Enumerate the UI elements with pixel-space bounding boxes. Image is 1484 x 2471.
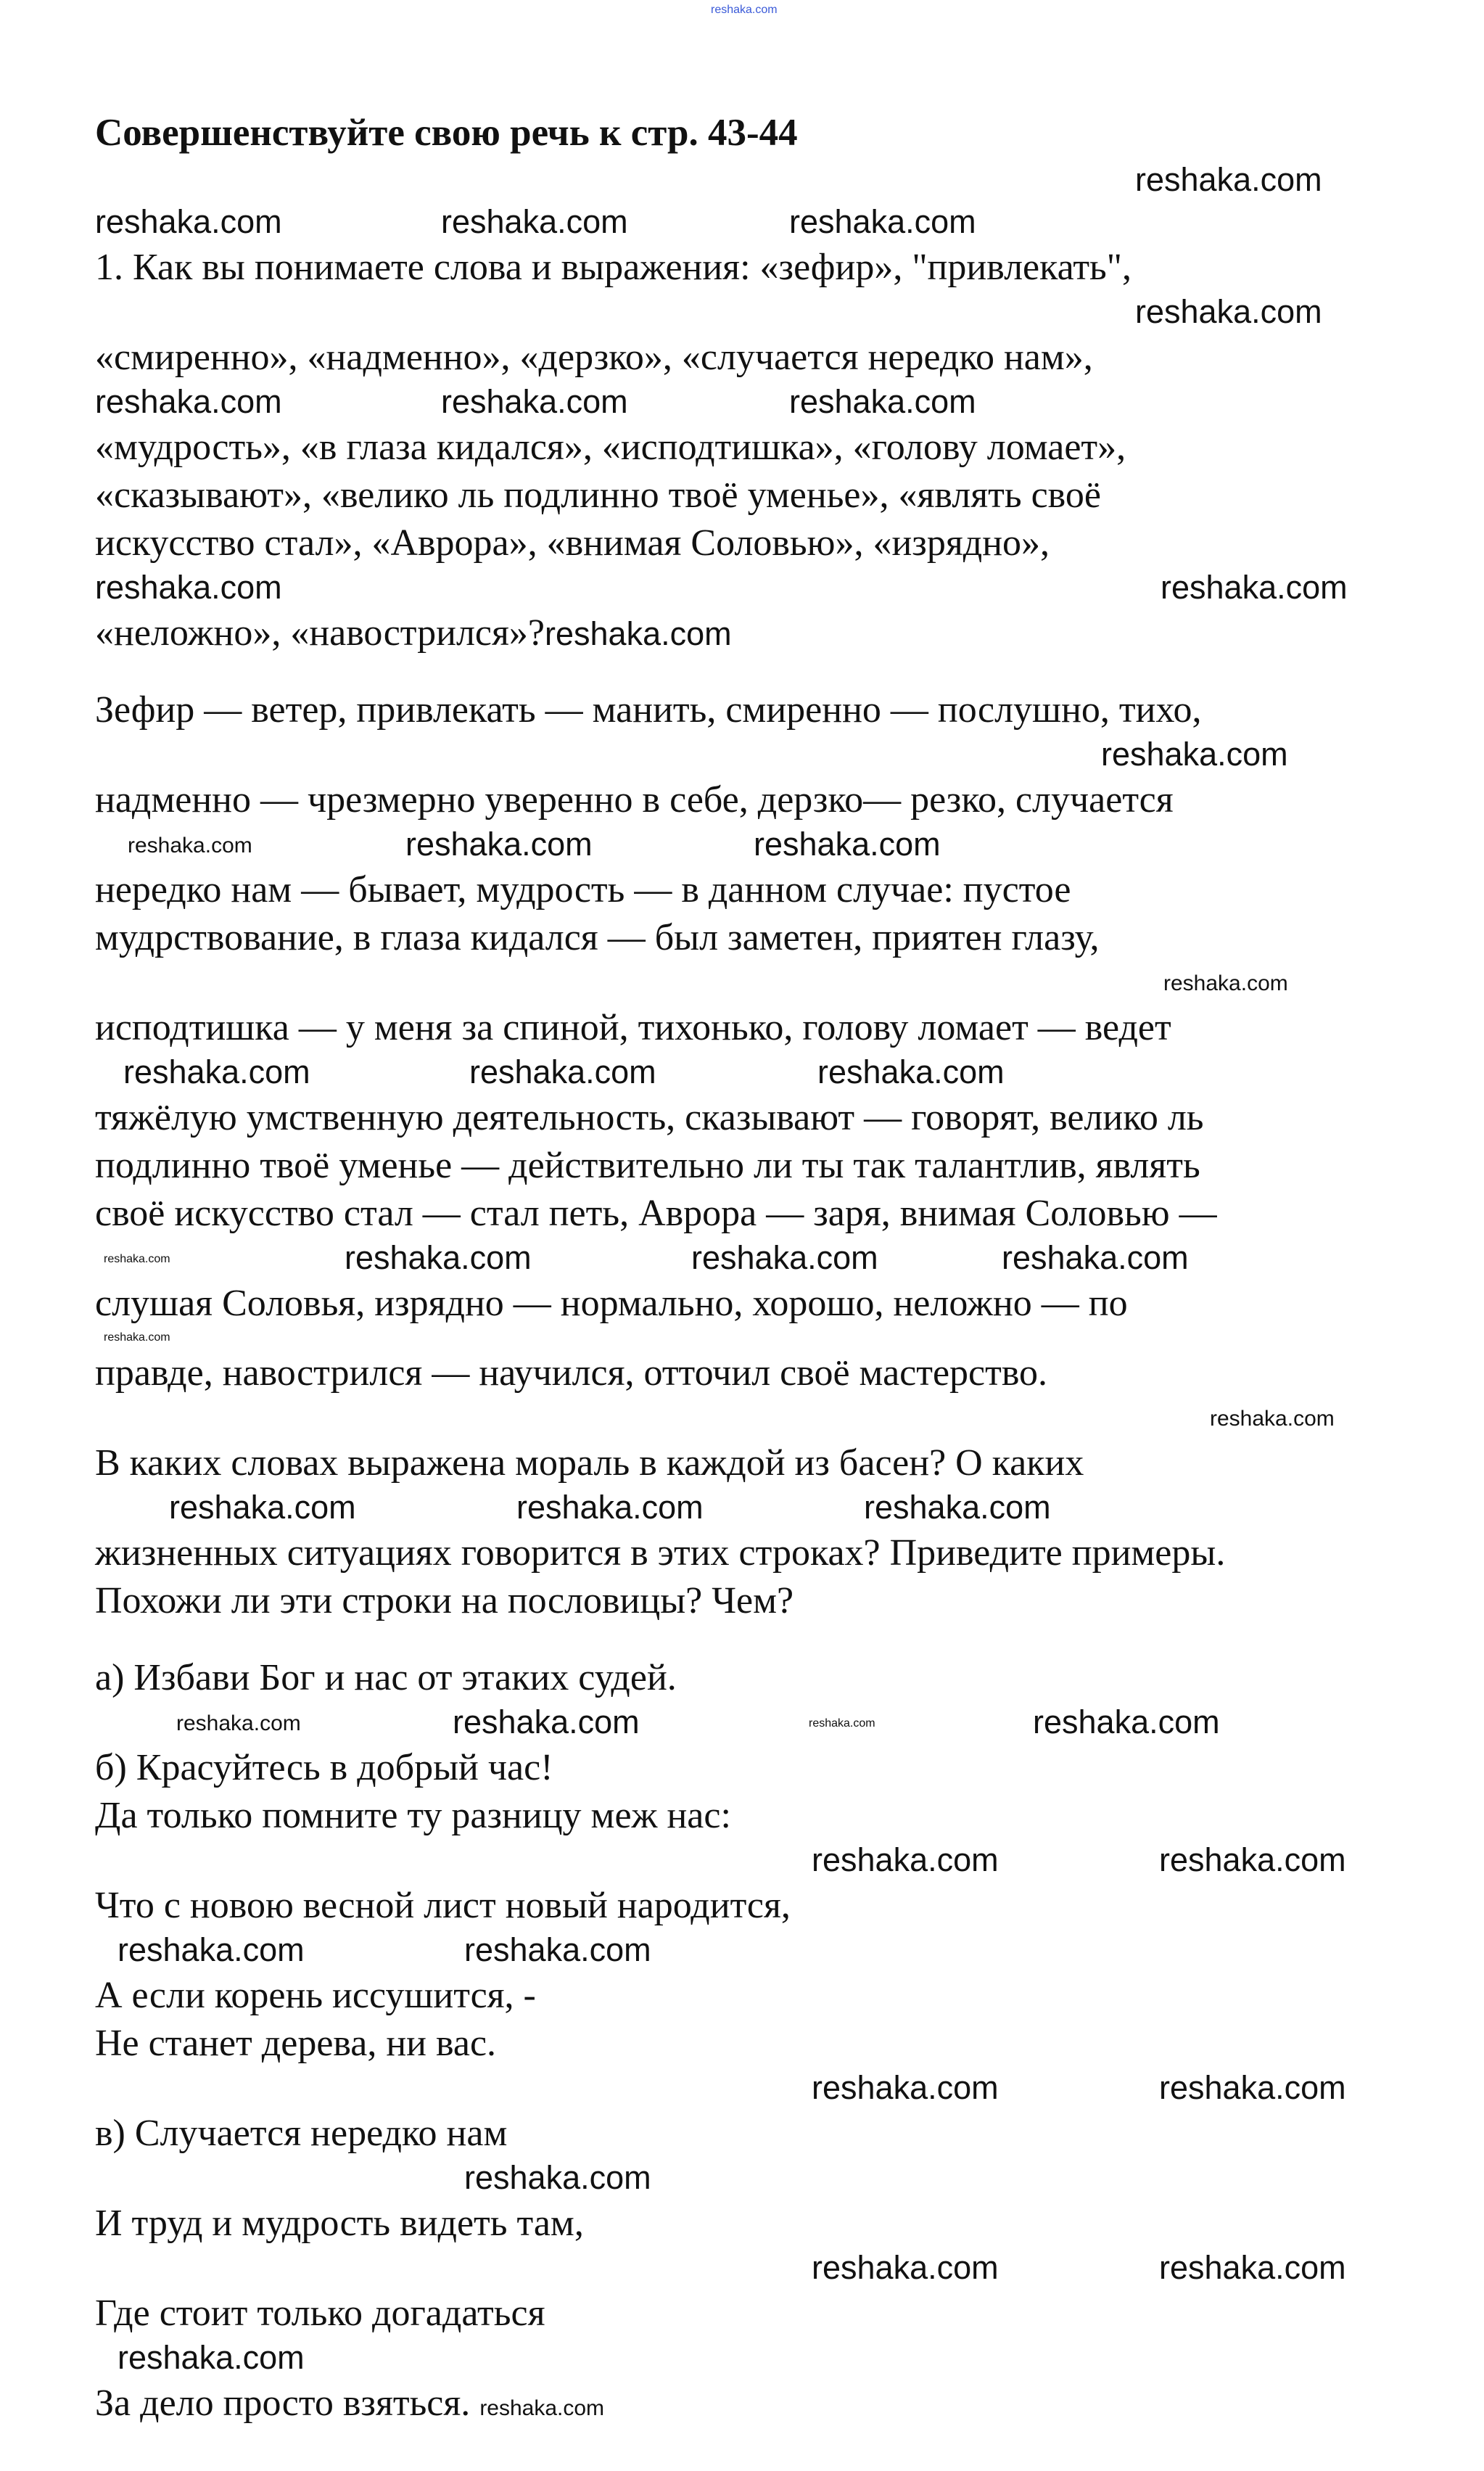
answer-line: правде, навострился — научился, отточил своё мастерство. — [95, 1352, 1048, 1394]
poem-line: Где стоит только догадаться — [95, 2293, 545, 2334]
poem-line: а) Избави Бог и нас от этаких судей. — [95, 1657, 677, 1698]
watermark: reshaka.com — [812, 2249, 999, 2286]
watermark: reshaka.com — [789, 203, 976, 240]
answer-line: тяжёлую умственную деятельность, сказывают — говорят, велико ль — [95, 1097, 1204, 1138]
watermark: reshaka.com — [453, 1703, 640, 1740]
answer-line: мудрствование, в глаза кидался — был заметен, приятен глазу, — [95, 917, 1100, 958]
watermark: reshaka.com — [405, 826, 593, 863]
watermark-row — [0, 1840, 1484, 1882]
watermark: reshaka.com — [479, 2396, 605, 2420]
poem-line: И труд и мудрость видеть там, — [95, 2203, 584, 2244]
watermark: reshaka.com — [711, 4, 778, 16]
watermark-row — [0, 2068, 1484, 2110]
poem-line: б) Красуйтесь в добрый час! — [95, 1747, 553, 1788]
question-line: жизненных ситуациях говорится в этих строках? Приведите примеры. — [95, 1532, 1226, 1574]
poem-line: Что с новою весной лист новый народится, — [95, 1885, 791, 1926]
watermark: reshaka.com — [1159, 2069, 1346, 2106]
answer-line: своё искусство стал — стал петь, Аврора — заря, внимая Соловью — — [95, 1193, 1217, 1234]
page-title: Совершенствуйте свою речь к стр. 43-44 — [95, 112, 798, 154]
question-line: Похожи ли эти строки на пословицы? Чем? — [95, 1580, 794, 1621]
watermark: reshaka.com — [118, 1931, 305, 1968]
watermark-row — [0, 1702, 1484, 1744]
question-line: «сказывают», «велико ль подлинно твоё уменье», «являть своё — [95, 474, 1101, 516]
watermark-row — [0, 160, 1484, 202]
watermark-row — [0, 1487, 1484, 1529]
question-line: «смиренно», «надменно», «дерзко», «случается нередко нам», — [95, 337, 1093, 378]
watermark: reshaka.com — [789, 383, 976, 420]
watermark: reshaka.com — [104, 1253, 170, 1265]
watermark-row — [0, 567, 1484, 609]
answer-line: надменно — чрезмерно уверенно в себе, дерзко— резко, случается — [95, 779, 1174, 821]
watermark: reshaka.com — [864, 1489, 1051, 1526]
watermark: reshaka.com — [1163, 971, 1288, 995]
question-line: искусство стал», «Аврора», «внимая Соловью», «изрядно», — [95, 522, 1050, 564]
watermark: reshaka.com — [464, 1931, 651, 1968]
watermark: reshaka.com — [516, 1489, 704, 1526]
watermark: reshaka.com — [95, 383, 282, 420]
watermark: reshaka.com — [812, 1841, 999, 1878]
watermark-row — [0, 2338, 1484, 2380]
watermark: reshaka.com — [169, 1489, 356, 1526]
poem-line: в) Случается нередко нам — [95, 2113, 508, 2154]
watermark: reshaka.com — [345, 1239, 532, 1276]
question-line — [0, 609, 1484, 657]
watermark-row — [0, 2248, 1484, 2290]
watermark-row — [0, 202, 1484, 244]
watermark-row — [0, 1238, 1484, 1280]
poem-text: За дело просто взяться. — [95, 2382, 471, 2424]
watermark: reshaka.com — [812, 2069, 999, 2106]
watermark: reshaka.com — [123, 1053, 310, 1090]
watermark-row — [0, 824, 1484, 866]
watermark-row — [0, 962, 1484, 1004]
watermark: reshaka.com — [104, 1331, 170, 1344]
question-line: «мудрость», «в глаза кидался», «исподтишка», «голову ломает», — [95, 427, 1126, 468]
answer-line: подлинно твоё уменье — действительно ли ты так талантлив, являть — [95, 1145, 1200, 1186]
watermark: reshaka.com — [817, 1053, 1005, 1090]
watermark: reshaka.com — [176, 1711, 301, 1735]
answer-line: исподтишка — у меня за спиной, тихонько, голову ломает — ведет — [95, 1007, 1171, 1048]
watermark-row — [0, 1052, 1484, 1094]
watermark: reshaka.com — [95, 203, 282, 240]
poem-line: Не станет дерева, ни вас. — [95, 2023, 497, 2064]
watermark: reshaka.com — [1033, 1703, 1220, 1740]
question-line: В каких словах выражена мораль в каждой из басен? О каких — [95, 1442, 1084, 1484]
watermark: reshaka.com — [691, 1239, 878, 1276]
question-text: «неложно», «навострился»? — [95, 612, 545, 654]
poem-line — [0, 2380, 1484, 2427]
watermark: reshaka.com — [1002, 1239, 1189, 1276]
watermark-row — [0, 382, 1484, 424]
answer-line: нередко нам — бывает, мудрость — в данном случае: пустое — [95, 869, 1071, 910]
watermark: reshaka.com — [464, 2159, 651, 2196]
watermark: reshaka.com — [1159, 1841, 1346, 1878]
answer-line: Зефир — ветер, привлекать — манить, смиренно — послушно, тихо, — [95, 689, 1202, 731]
watermark: reshaka.com — [441, 383, 628, 420]
poem-line: Да только помните ту разницу меж нас: — [95, 1795, 731, 1836]
watermark: reshaka.com — [754, 826, 941, 863]
watermark-row — [0, 1930, 1484, 1972]
watermark: reshaka.com — [1135, 293, 1322, 330]
poem-line: А если корень иссушится, - — [95, 1975, 536, 2016]
watermark: reshaka.com — [1159, 2249, 1346, 2286]
watermark-row — [0, 734, 1484, 776]
watermark-row — [0, 292, 1484, 334]
watermark: reshaka.com — [95, 569, 282, 606]
watermark: reshaka.com — [118, 2339, 305, 2376]
question-line: 1. Как вы понимаете слова и выражения: «зефир», "привлекать", — [95, 247, 1131, 288]
watermark: reshaka.com — [1101, 736, 1288, 773]
watermark-row — [0, 1397, 1484, 1439]
watermark: reshaka.com — [128, 834, 252, 858]
watermark: reshaka.com — [441, 203, 628, 240]
answer-line: слушая Соловья, изрядно — нормально, хорошо, неложно — по — [95, 1283, 1128, 1324]
watermark: reshaka.com — [1210, 1407, 1335, 1431]
watermark: reshaka.com — [469, 1053, 656, 1090]
watermark: reshaka.com — [545, 615, 732, 652]
watermark-row — [0, 2158, 1484, 2200]
watermark: reshaka.com — [1135, 161, 1322, 198]
watermark: reshaka.com — [1161, 569, 1348, 606]
watermark: reshaka.com — [809, 1717, 875, 1730]
watermark-row — [0, 1328, 1484, 1349]
